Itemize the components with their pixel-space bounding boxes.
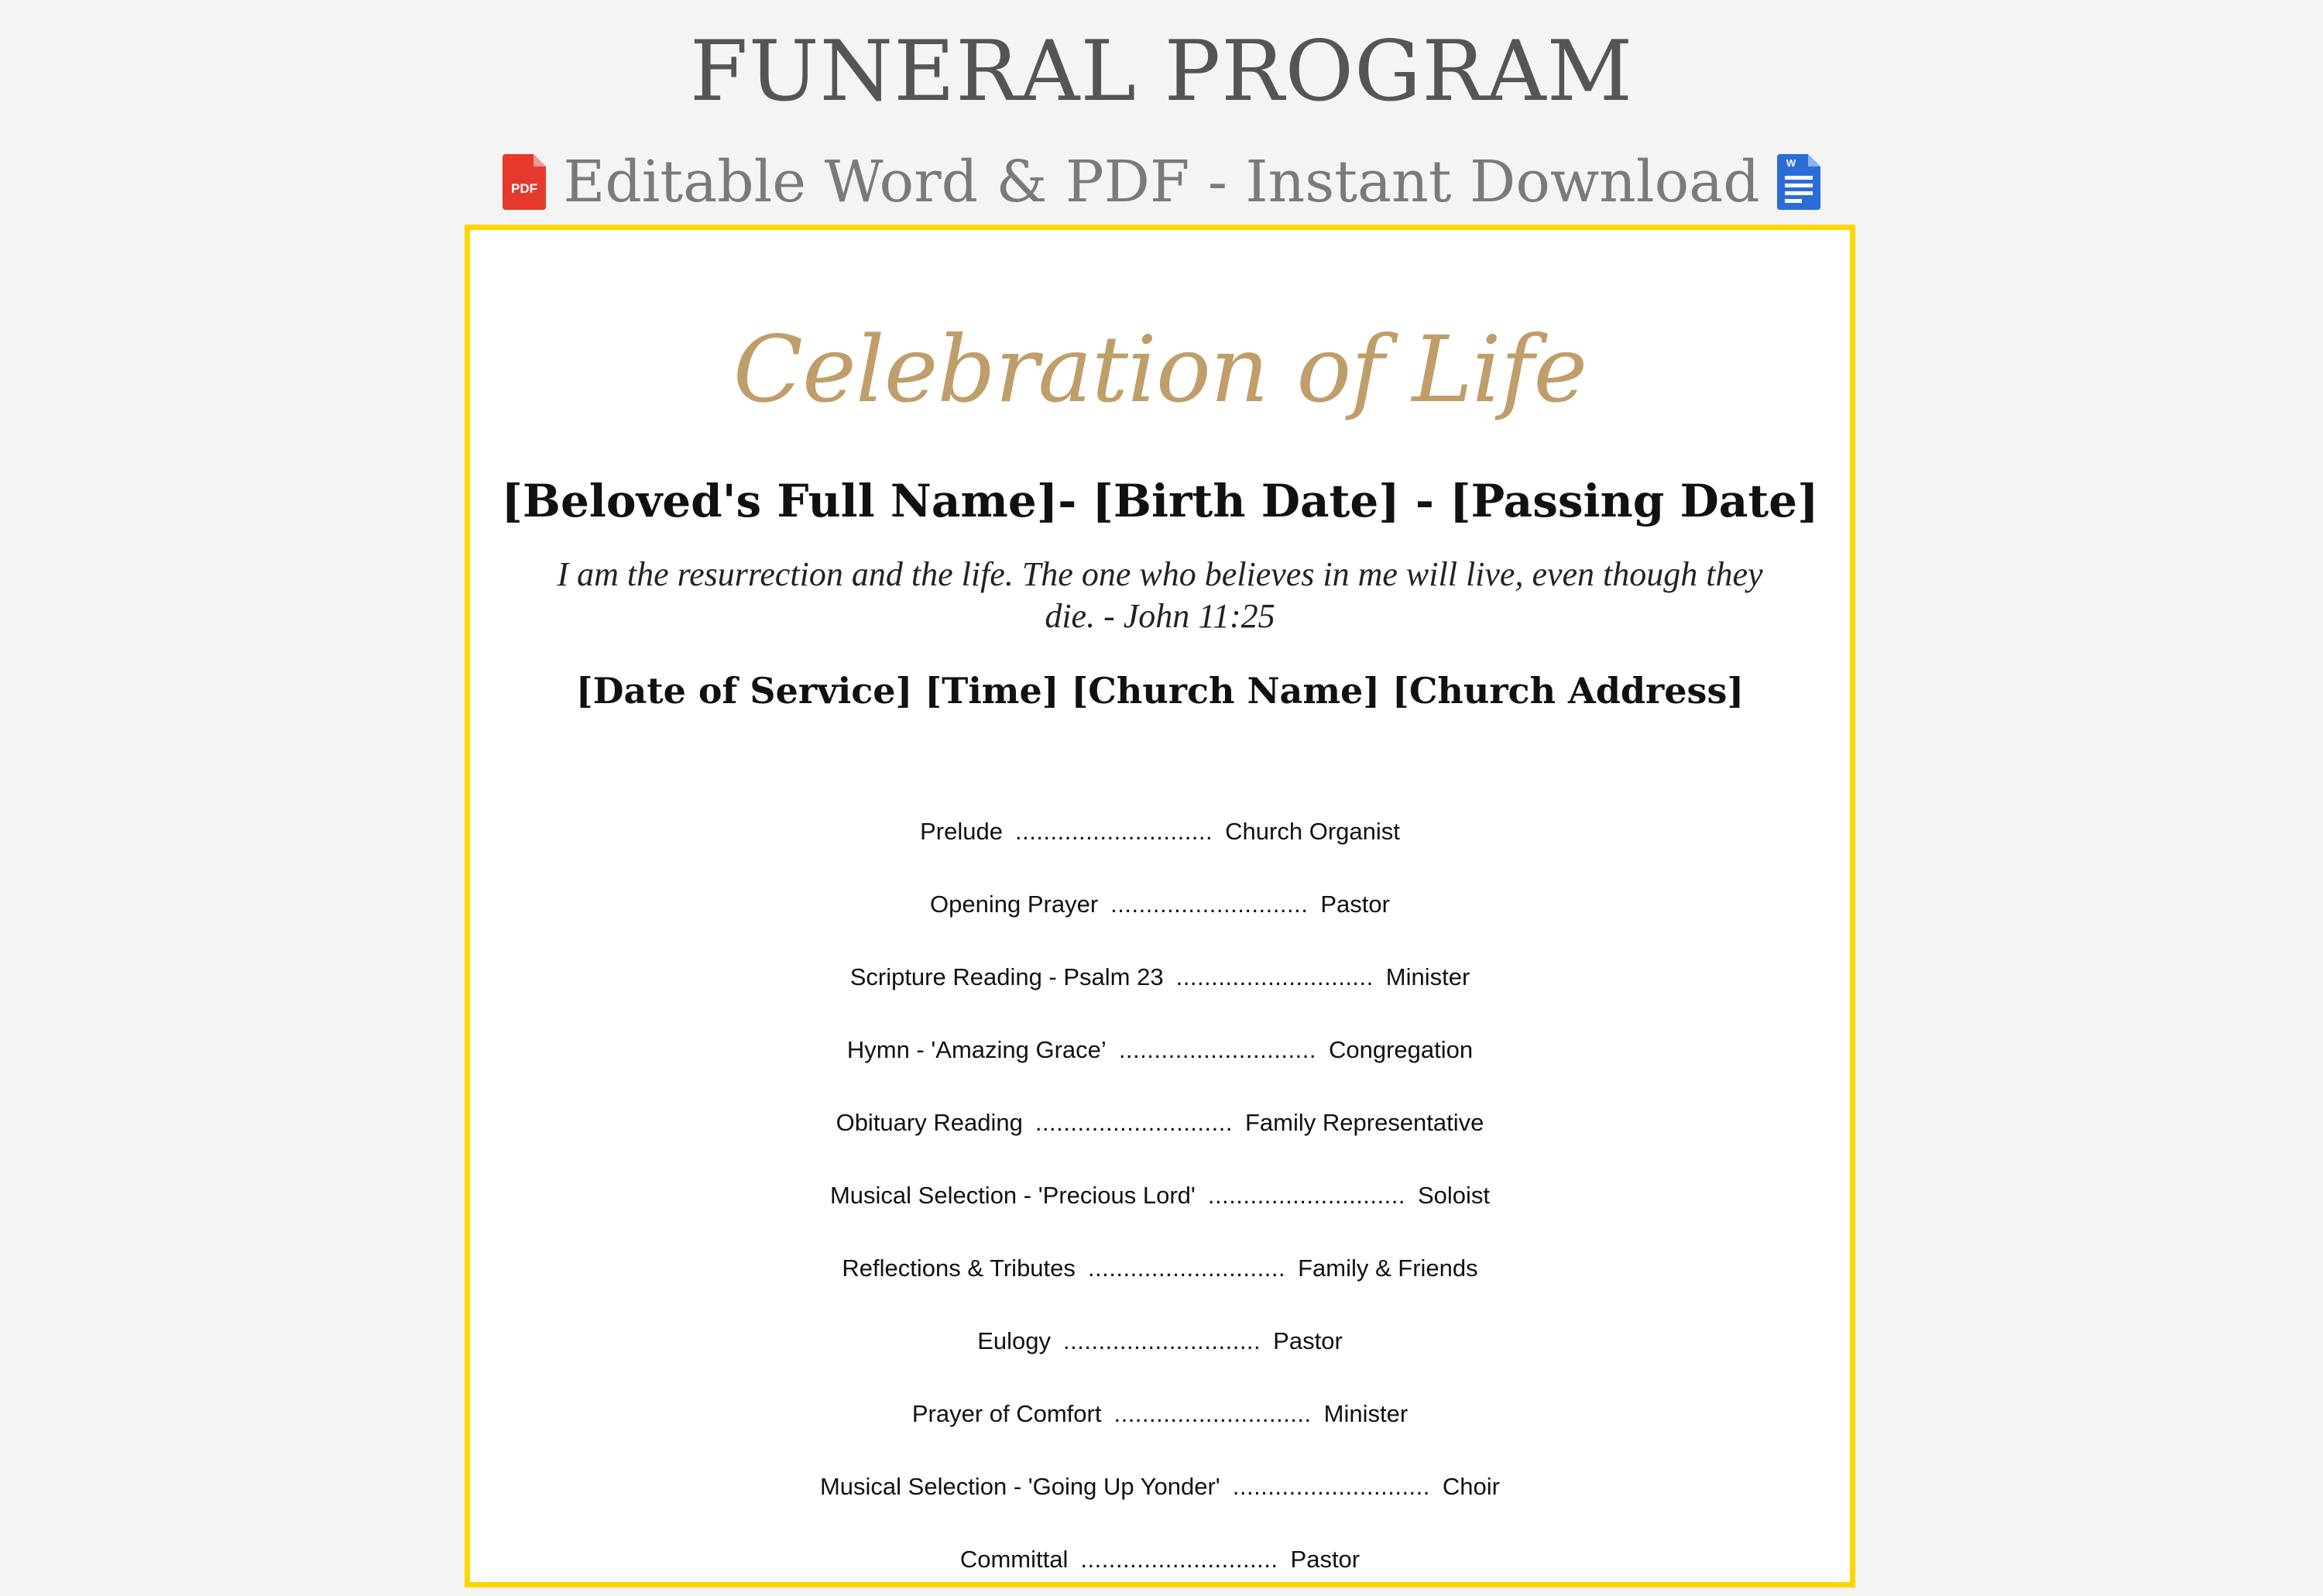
leader-dots: ............................ [1110, 891, 1309, 918]
leader-dots: ............................ [1080, 1546, 1278, 1573]
order-item [470, 1305, 1850, 1378]
order-person: Pastor [1320, 891, 1390, 918]
leader-dots: ............................ [1232, 1473, 1430, 1500]
leader-dots: ............................ [1035, 1109, 1233, 1136]
leader-dots: ............................ [1014, 818, 1213, 845]
pdf-file-icon [503, 154, 546, 210]
order-person: Choir [1442, 1473, 1500, 1500]
order-item [470, 1378, 1850, 1450]
order-person: Minister [1323, 1400, 1409, 1427]
order-item [470, 795, 1850, 868]
word-icon-label: W [1786, 157, 1796, 169]
leader-dots: ............................ [1063, 1327, 1261, 1354]
order-person: Family & Friends [1298, 1254, 1478, 1282]
order-event: Prayer of Comfort [911, 1400, 1102, 1427]
beloved-name-line: [Beloved's Full Name]- [Birth Date] - [Passing Date] [501, 475, 1819, 527]
subtitle-row [0, 139, 2323, 225]
order-item [470, 1523, 1850, 1596]
order-event: Reflections & Tributes [842, 1254, 1076, 1282]
order-person: Pastor [1273, 1327, 1343, 1354]
scripture-verse: I am the resurrection and the life. The one who believes in me will live, even though they die. - John 11:25 [557, 555, 1763, 635]
order-item [470, 1159, 1850, 1232]
program-page [465, 225, 1855, 1587]
order-item [470, 1232, 1850, 1305]
leader-dots: ............................ [1207, 1182, 1405, 1209]
word-file-icon [1777, 154, 1820, 210]
order-event: Musical Selection - 'Going Up Yonder' [819, 1473, 1220, 1500]
order-item [470, 941, 1850, 1014]
order-event: Musical Selection - 'Precious Lord' [829, 1182, 1196, 1209]
leader-dots: ............................ [1175, 963, 1374, 990]
celebration-of-life-heading: Celebration of Life [733, 316, 1587, 423]
leader-dots: ............................ [1118, 1036, 1316, 1063]
order-person: Pastor [1290, 1546, 1361, 1573]
leader-dots: ............................ [1087, 1254, 1286, 1282]
order-event: Obituary Reading [836, 1109, 1023, 1136]
order-item [470, 1086, 1850, 1159]
order-event: Eulogy [977, 1327, 1051, 1354]
order-event: Opening Prayer [930, 891, 1099, 918]
order-event: Hymn - 'Amazing Grace’ [846, 1036, 1107, 1063]
order-item [470, 1450, 1850, 1523]
order-person: Church Organist [1225, 818, 1400, 845]
order-of-service [470, 795, 1850, 1596]
order-event: Prelude [920, 818, 1003, 845]
order-event: Committal [959, 1546, 1069, 1573]
leader-dots: ............................ [1113, 1400, 1312, 1427]
service-details-line: [Date of Service] [Time] [Church Name] [Church Address] [575, 670, 1745, 712]
order-person: Family Representative [1245, 1109, 1484, 1136]
page-title: FUNERAL PROGRAM [689, 23, 1634, 120]
order-person: Soloist [1418, 1182, 1491, 1209]
order-item [470, 1014, 1850, 1086]
pdf-icon-label: PDF [511, 181, 538, 196]
order-person: Congregation [1328, 1036, 1474, 1063]
subtitle: Editable Word & PDF - Instant Download [563, 149, 1760, 215]
order-event: Scripture Reading - Psalm 23 [849, 963, 1164, 990]
order-item [470, 868, 1850, 941]
order-person: Minister [1385, 963, 1470, 990]
